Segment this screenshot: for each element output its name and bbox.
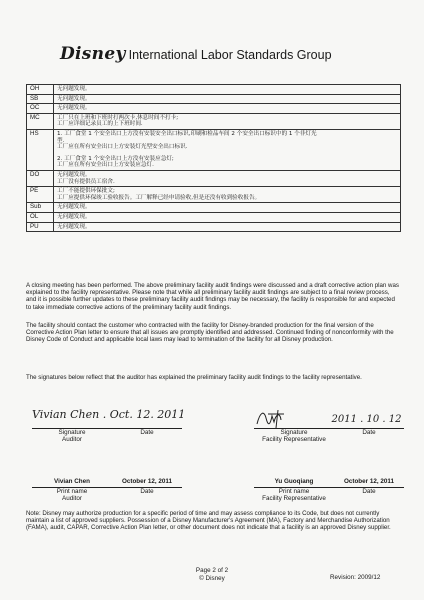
finding-line: 无问题发现。 <box>57 213 91 220</box>
finding-line: 工厂没有提供员工宿舍. <box>57 178 115 185</box>
finding-line: 工厂应在所有安全出口上方安装灯光型安全出口标识. <box>57 144 188 151</box>
finding-line: 2. 工厂食堂 1 个安全出口上方没有安装应急灯; <box>57 155 174 162</box>
disclaimer-note: Note: Disney may authorize production for a specific period of time and may assess compliance to its Code, but does not currently maintain a list of approved suppliers. Possession of a Disney Manufacturer's Agreement (MA), Factory and Merchandise Authorization (FAMA), audit, CAPAR, Corrective Action Plan letter, or other document does not indicate that a facility is an approved Disney supplier. <box>26 510 391 532</box>
finding-text <box>54 94 401 104</box>
facility-print-date: October 12, 2011 <box>343 478 395 485</box>
findings-row <box>27 113 401 129</box>
finding-text <box>54 212 401 222</box>
finding-line: 无问题发现。 <box>57 204 91 211</box>
revision-label: Revision: 2009/12 <box>330 574 381 581</box>
auditor-role-label: Auditor <box>62 495 82 502</box>
finding-text <box>54 222 401 232</box>
findings-row <box>27 170 401 186</box>
auditor-print-date: October 12, 2011 <box>121 478 173 485</box>
finding-line: 无问题发现。 <box>57 105 91 112</box>
page-number: Page 2 of 2 <box>195 567 229 574</box>
finding-code: PU <box>27 222 54 232</box>
copyright: © Disney <box>199 574 225 582</box>
finding-line: 工厂应提供环保竣工验收报告。工厂解释已经申请验收,但是还没有收到验收报告。 <box>57 194 261 201</box>
finding-code: OH <box>27 85 54 95</box>
date-label: Date <box>362 488 376 495</box>
findings-row <box>27 104 401 114</box>
print-name-label: Print name <box>56 488 88 495</box>
finding-text <box>54 187 401 203</box>
date-label: Date <box>140 488 154 495</box>
findings-row <box>27 129 401 170</box>
findings-row <box>27 85 401 95</box>
signatures-paragraph: The signatures below reflect that the auditor has explained the preliminary facility audit findings to the facility representative. <box>26 374 362 381</box>
finding-code: Sub <box>27 203 54 213</box>
date-label: Date <box>362 429 376 436</box>
finding-code: OC <box>27 104 54 114</box>
facility-print-name: Yu Guoqiang <box>274 478 314 485</box>
facility-role-label: Facility Representative <box>262 495 326 502</box>
findings-row <box>27 203 401 213</box>
finding-text <box>54 104 401 114</box>
page-header <box>60 44 390 68</box>
finding-text <box>54 129 401 170</box>
facility-role-label: Facility Representative <box>262 436 326 443</box>
finding-code: HS <box>27 129 54 170</box>
findings-row <box>27 187 401 203</box>
auditor-print-name: Vivian Chen <box>54 478 90 485</box>
finding-line: 无问题发现。 <box>57 171 91 178</box>
finding-text <box>54 203 401 213</box>
finding-code: SB <box>27 94 54 104</box>
finding-line: 工厂应在所有安全出口上方安装应急灯. <box>57 162 154 169</box>
finding-line: 工厂只在上班和下班时打两次卡,休息时间不打卡; <box>57 114 179 121</box>
closing-meeting-paragraph: A closing meeting has been performed. The above preliminary facility audit findings were discussed and a draft corrective action plan was explained to the facility representative. Please note that while all preliminary facility audit findings are subject to a final review process, and it is possible further updates to these preliminary facility audit findings may be necessary, the facility is responsible for and expected to take immediate corrective actions of the preliminary facility audit findings. <box>26 282 399 311</box>
auditor-role-label: Auditor <box>62 436 82 443</box>
findings-row <box>27 94 401 104</box>
findings-row <box>27 212 401 222</box>
finding-text <box>54 85 401 95</box>
finding-text <box>54 113 401 129</box>
finding-code: DO <box>27 170 54 186</box>
finding-code: MC <box>27 113 54 129</box>
finding-line: 工厂应详细记录员工的上下班时间. <box>57 121 143 128</box>
auditor-print-block <box>32 478 182 502</box>
disney-logo: Disney <box>60 44 126 64</box>
findings-row <box>27 222 401 232</box>
finding-code: PE <box>27 187 54 203</box>
date-label: Date <box>140 429 154 436</box>
print-name-label: Print name <box>278 488 310 495</box>
auditor-signature-block <box>32 408 186 443</box>
signature-label: Signature <box>58 429 86 436</box>
finding-line: 工厂不能提供环保批文; <box>57 188 115 195</box>
finding-line: 无问题发现。 <box>57 223 91 230</box>
finding-line: 无问题发现。 <box>57 86 91 92</box>
finding-line: 无问题发现。 <box>57 95 91 102</box>
page-footer <box>172 567 252 582</box>
finding-text <box>54 170 401 186</box>
facility-signature-block <box>254 408 404 443</box>
facility-handwritten-date: 2011 . 10 . 12 <box>331 414 402 425</box>
auditor-handwritten-signature: Vivian Chen . Oct. 12. 2011 <box>32 408 186 421</box>
corrective-action-paragraph: The facility should contact the customer who contracted with the facility for Disney-branded production for the final version of the Corrective Action Plan letter to ensure that all issues are promptly identified and addressed. Continued finding of nonconformity with the Disney Code of Conduct and applicable local laws may lead to termination of the facility for all Disney production. <box>26 322 394 344</box>
finding-code: OL <box>27 212 54 222</box>
facility-handwritten-signature <box>254 408 294 430</box>
finding-line: 型. <box>57 137 65 144</box>
finding-line: 1. 工厂食堂 1 个安全出口上方没有安装安全出口标识,印刷和检品车间 2 个安全出口标识中的 1 个非灯光 <box>57 130 317 137</box>
signature-label: Signature <box>280 429 308 436</box>
header-title: International Labor Standards Group <box>128 48 332 62</box>
findings-table <box>26 84 401 232</box>
facility-print-block <box>254 478 404 502</box>
